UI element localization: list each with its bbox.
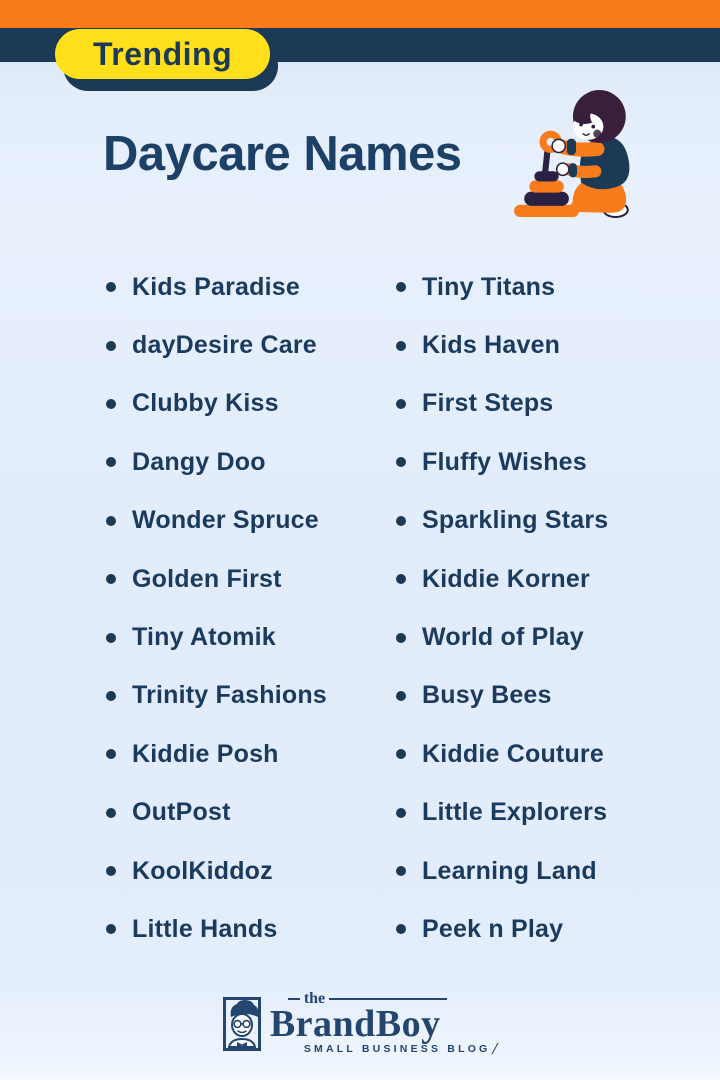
bullet-icon: [106, 633, 116, 643]
logo-tagline: SMALL BUSINESS BLOG: [303, 1043, 491, 1055]
brand-footer: [0, 990, 720, 1058]
bullet-icon: [106, 691, 116, 701]
bullet-icon: [396, 282, 406, 292]
bullet-icon: [106, 399, 116, 409]
list-item-label: Dangy Doo: [132, 447, 266, 476]
bullet-icon: [396, 516, 406, 526]
list-item-label: Trinity Fashions: [132, 681, 327, 710]
dash-right: [329, 998, 447, 1000]
list-item-label: Peek n Play: [422, 914, 564, 943]
list-item: [106, 667, 327, 725]
list-item: [396, 258, 608, 316]
list-item: [396, 842, 608, 900]
bullet-icon: [106, 516, 116, 526]
list-item-label: Kids Paradise: [132, 272, 300, 301]
logo-brand-name: BrandBoy: [269, 1003, 441, 1045]
list-item: [106, 316, 327, 374]
brandboy-logo-icon: [223, 997, 261, 1051]
list-item: [396, 375, 608, 433]
list-item: [396, 784, 608, 842]
bullet-icon: [396, 808, 406, 818]
brandboy-logo-text: [269, 990, 498, 1058]
name-list-left: [106, 258, 327, 959]
list-item: [396, 608, 608, 666]
bullet-icon: [106, 866, 116, 876]
list-item-label: Learning Land: [422, 856, 597, 885]
list-item-label: Wonder Spruce: [132, 506, 319, 535]
logo-tagline-row: [303, 1039, 498, 1058]
list-item-label: World of Play: [422, 623, 584, 652]
list-item-label: Sparkling Stars: [422, 506, 609, 535]
dash-left: [288, 998, 300, 1000]
list-item: [106, 550, 327, 608]
trending-badge-label: Trending: [93, 35, 233, 72]
list-item: [106, 608, 327, 666]
top-orange-bar: [0, 0, 720, 28]
list-item-label: First Steps: [422, 389, 554, 418]
bullet-icon: [396, 924, 406, 934]
list-item-label: Busy Bees: [422, 681, 552, 710]
list-item: [396, 725, 608, 783]
bullet-icon: [106, 282, 116, 292]
list-item: [396, 492, 608, 550]
list-item-label: OutPost: [132, 798, 231, 827]
logo-the: the: [303, 990, 326, 1007]
list-item: [396, 900, 608, 958]
list-item-label: Fluffy Wishes: [422, 447, 587, 476]
list-item-label: Kiddie Posh: [132, 739, 279, 768]
list-item: [396, 667, 608, 725]
bullet-icon: [106, 808, 116, 818]
bullet-icon: [106, 457, 116, 467]
list-item: [396, 433, 608, 491]
list-item-label: dayDesire Care: [132, 331, 317, 360]
bullet-icon: [396, 574, 406, 584]
list-item-label: Tiny Titans: [422, 272, 556, 301]
list-item: [106, 492, 327, 550]
bullet-icon: [106, 749, 116, 759]
bullet-icon: [396, 633, 406, 643]
list-item-label: Little Explorers: [422, 798, 608, 827]
bullet-icon: [396, 457, 406, 467]
name-list-right: [396, 258, 608, 959]
bullet-icon: [396, 341, 406, 351]
list-item: [106, 433, 327, 491]
bullet-icon: [396, 749, 406, 759]
list-item: [106, 842, 327, 900]
logo-tagline-slash: /: [492, 1039, 498, 1058]
list-item: [106, 258, 327, 316]
bullet-icon: [106, 341, 116, 351]
bullet-icon: [106, 924, 116, 934]
list-item-label: Golden First: [132, 564, 282, 593]
list-item: [106, 375, 327, 433]
bullet-icon: [396, 866, 406, 876]
list-item: [396, 550, 608, 608]
list-item-label: Clubby Kiss: [132, 389, 279, 418]
page-title: Daycare Names: [103, 127, 462, 181]
list-item: [106, 784, 327, 842]
list-item-label: Little Hands: [132, 914, 278, 943]
bullet-icon: [396, 691, 406, 701]
list-item: [396, 316, 608, 374]
trending-badge: [55, 29, 270, 79]
bullet-icon: [106, 574, 116, 584]
list-item: [106, 725, 327, 783]
list-item: [106, 900, 327, 958]
list-item-label: Tiny Atomik: [132, 623, 276, 652]
list-item-label: Kiddie Korner: [422, 564, 590, 593]
list-item-label: Kiddie Couture: [422, 739, 604, 768]
list-item-label: Kids Haven: [422, 331, 561, 360]
bullet-icon: [396, 399, 406, 409]
list-item-label: KoolKiddoz: [132, 856, 273, 885]
child-playing-illustration: [508, 86, 644, 218]
